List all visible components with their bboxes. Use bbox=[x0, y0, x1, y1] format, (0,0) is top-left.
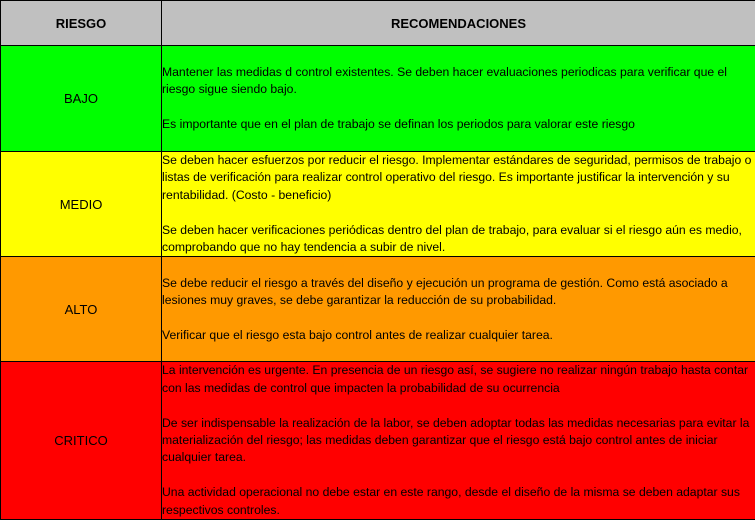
recommendation-paragraph: La intervención es urgente. En presencia de un riesgo así, se sugiere no realizar ningún trabajo hasta contar con las medidas de control que impacten la probabilidad de su ocurrencia bbox=[162, 362, 755, 397]
recommendation-paragraph: Se deben hacer verificaciones periódicas dentro del plan de trabajo, para evaluar si el riesgo aún es medio, comprobando que no hay tendencia a subir de nivel. bbox=[162, 222, 755, 257]
table-row-medio bbox=[1, 152, 755, 257]
recommendation-paragraph: Verificar que el riesgo esta bajo control antes de realizar cualquier tarea. bbox=[162, 327, 755, 344]
recommendation-paragraph: Se debe reducir el riesgo a través del diseño y ejecución un programa de gestión. Como está asociado a lesiones muy graves, se debe garantizar la reducción de su probabilidad. bbox=[162, 275, 755, 310]
table-row-bajo bbox=[1, 46, 755, 152]
risk-level-medio: MEDIO bbox=[1, 152, 162, 257]
risk-level-bajo: BAJO bbox=[1, 46, 162, 152]
risk-level-critico: CRITICO bbox=[1, 362, 162, 520]
recommendations-bajo bbox=[162, 46, 755, 152]
column-header-risk: RIESGO bbox=[1, 1, 162, 46]
risk-level-alto: ALTO bbox=[1, 257, 162, 362]
recommendation-paragraph: Mantener las medidas d control existentes. Se deben hacer evaluaciones periodicas para verificar que el riesgo sigue siendo bajo. bbox=[162, 64, 755, 99]
recommendation-paragraph: Se deben hacer esfuerzos por reducir el riesgo. Implementar estándares de seguridad, permisos de trabajo o listas de verificación para realizar control operativo del riesgo. Es importante justificar la intervención y su rentabilidad. (Costo - beneficio) bbox=[162, 152, 755, 204]
recommendation-paragraph: Una actividad operacional no debe estar en este rango, desde el diseño de la misma se deben adaptar sus respectivos controles. bbox=[162, 484, 755, 519]
table-row-alto bbox=[1, 257, 755, 362]
recommendation-paragraph: De ser indispensable la realización de la labor, se deben adoptar todas las medidas necesarias para evitar la materialización del riesgo; las medidas deben garantizar que el riesgo está bajo control antes de iniciar cualquier tarea. bbox=[162, 415, 755, 467]
column-header-recommendations: RECOMENDACIONES bbox=[162, 1, 755, 46]
recommendations-alto bbox=[162, 257, 755, 362]
table-row-critico bbox=[1, 362, 755, 520]
recommendation-paragraph: Es importante que en el plan de trabajo se definan los periodos para valorar este riesgo bbox=[162, 116, 755, 133]
recommendations-critico bbox=[162, 362, 755, 520]
recommendations-medio bbox=[162, 152, 755, 257]
table-header-row bbox=[1, 1, 755, 46]
